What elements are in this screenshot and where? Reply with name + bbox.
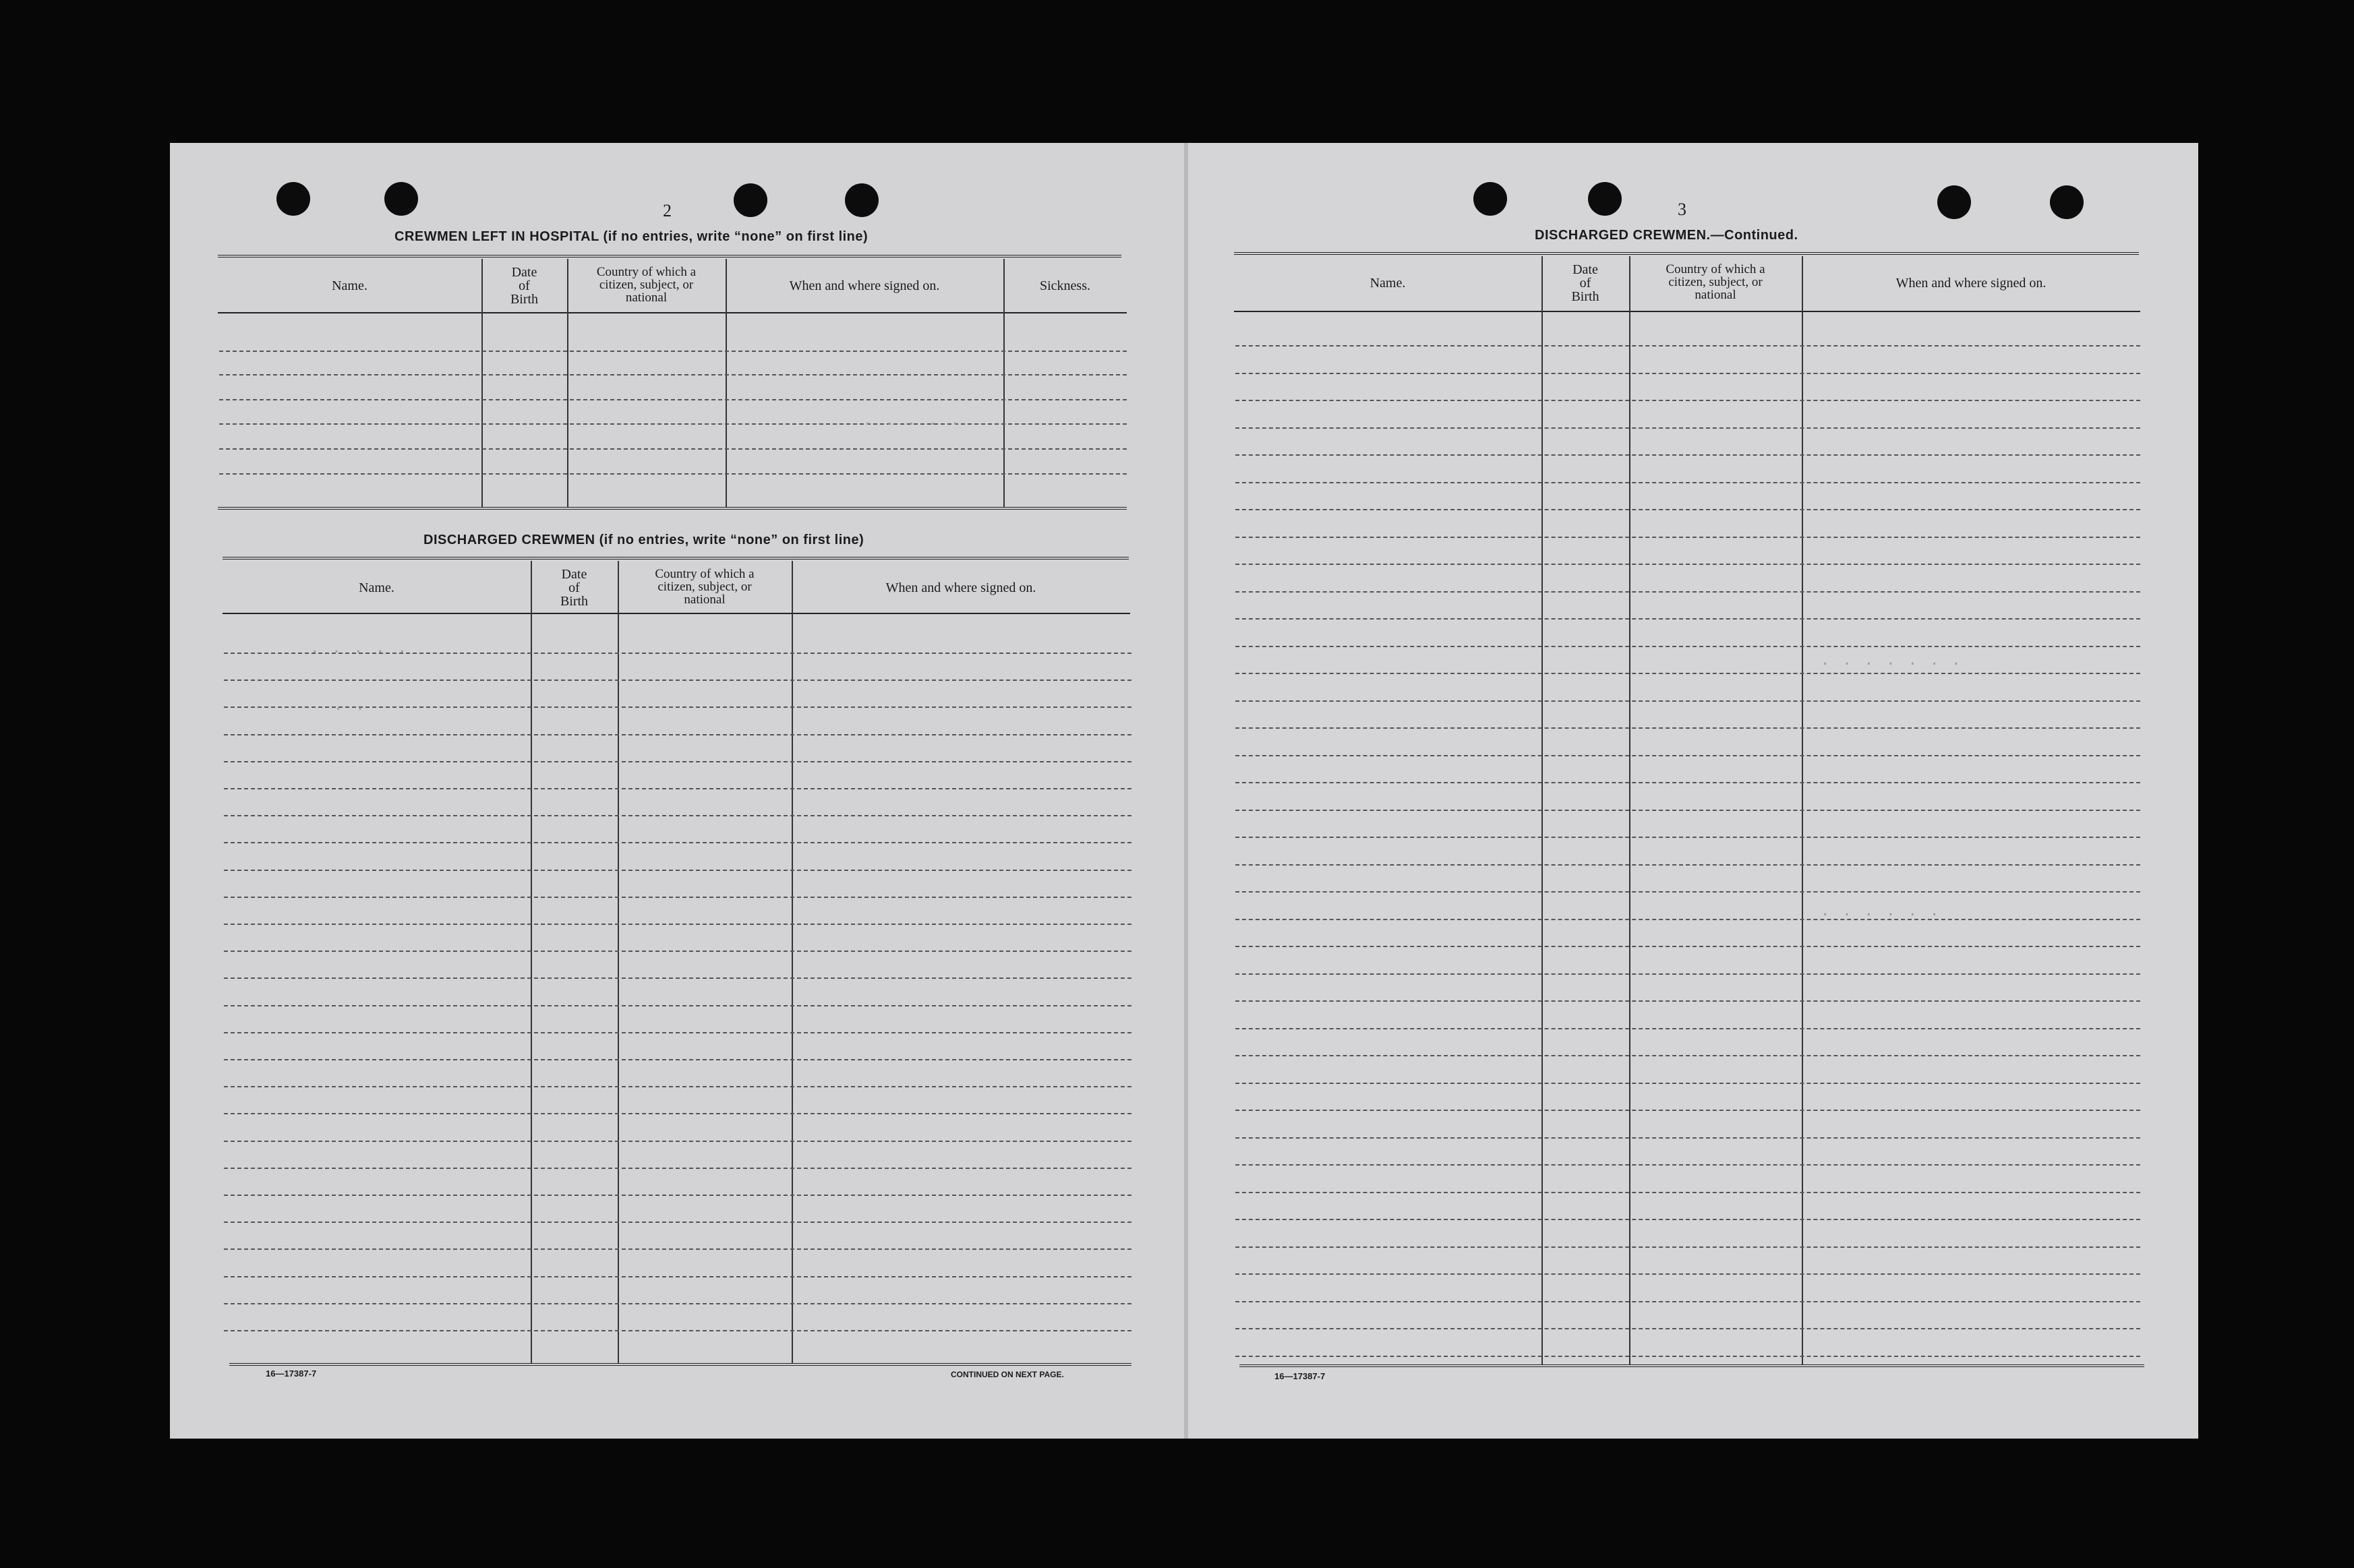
page-number-right: 3 — [1678, 200, 1686, 219]
punch-hole — [276, 182, 310, 216]
entry-line — [1235, 1083, 2140, 1084]
right-header-signed-on: When and where signed on. — [1895, 276, 2047, 291]
entry-line — [1235, 564, 2140, 565]
page-number-left: 2 — [663, 201, 672, 220]
entry-line — [1235, 755, 2140, 756]
punch-hole — [734, 183, 767, 217]
right-bottom-rule — [1239, 1364, 2144, 1367]
discharged-header-country: Country of which a citizen, subject, or national — [655, 567, 755, 607]
entry-line — [1235, 591, 2140, 593]
entry-line — [1235, 373, 2140, 374]
entry-line — [219, 399, 1127, 400]
hospital-header-signed-on: When and where signed on. — [789, 278, 940, 293]
right-title-continued: —Continued. — [1710, 228, 1798, 243]
entry-line — [224, 1222, 1131, 1223]
entry-line — [1235, 537, 2140, 538]
entry-line — [1235, 782, 2140, 783]
entry-line — [1235, 427, 2140, 429]
hospital-header-rule — [218, 312, 1127, 313]
hospital-header-country: Country of which a citizen, subject, or national — [596, 265, 697, 305]
page-fold — [1184, 143, 1188, 1439]
entry-line — [224, 842, 1131, 843]
entry-line — [224, 680, 1131, 681]
hospital-header-dob: Date of Birth — [510, 265, 539, 307]
entry-line — [1235, 891, 2140, 893]
entry-line — [1235, 1164, 2140, 1166]
right-header-rule — [1234, 311, 2140, 312]
punch-hole — [845, 183, 879, 217]
entry-line — [224, 1168, 1131, 1169]
entry-line — [224, 1195, 1131, 1196]
entry-line — [1235, 1273, 2140, 1275]
entry-line — [1235, 1356, 2140, 1357]
discharged-header-signed-on: When and where signed on. — [885, 580, 1036, 595]
discharged-title-note: (if no entries, write “none” on first line) — [599, 533, 864, 547]
entry-line — [1235, 1301, 2140, 1302]
entry-line — [224, 897, 1131, 898]
bleed-through-mark: . . . . . . . — [1821, 653, 1963, 669]
entry-line — [1235, 864, 2140, 866]
punch-hole — [1588, 182, 1622, 216]
entry-line — [224, 870, 1131, 871]
right-page — [1187, 143, 2198, 1439]
left-page — [170, 143, 1187, 1439]
entry-line — [1235, 946, 2140, 947]
entry-line — [219, 473, 1127, 475]
hospital-section-title — [394, 229, 868, 245]
punch-hole — [1937, 185, 1971, 219]
bleed-through-mark: . . . . . — [863, 413, 962, 429]
entry-line — [224, 1059, 1131, 1060]
entry-line — [1235, 673, 2140, 674]
entry-line — [1235, 919, 2140, 920]
entry-line — [1235, 646, 2140, 647]
entry-line — [1235, 1137, 2140, 1139]
entry-line — [224, 1330, 1131, 1331]
hospital-header-sickness: Sickness. — [1040, 278, 1090, 293]
entry-line — [224, 924, 1131, 925]
entry-line — [1235, 1110, 2140, 1111]
right-top-rule — [1234, 252, 2139, 255]
entry-line — [224, 1032, 1131, 1033]
punch-hole — [2050, 185, 2084, 219]
entry-line — [219, 448, 1127, 450]
continued-note: CONTINUED ON NEXT PAGE. — [951, 1370, 1064, 1379]
right-title-text: DISCHARGED CREWMEN. — [1535, 228, 1711, 243]
punch-hole — [1473, 182, 1507, 216]
entry-line — [224, 815, 1131, 816]
discharged-header-dob: Date of Birth — [560, 567, 589, 609]
entry-line — [224, 1248, 1131, 1250]
discharged-header-rule — [223, 613, 1130, 614]
entry-line — [1235, 1328, 2140, 1329]
hospital-top-rule — [218, 255, 1121, 258]
right-header-name: Name. — [1370, 276, 1406, 291]
entry-line — [1235, 618, 2140, 620]
entry-line — [224, 1113, 1131, 1114]
entry-line — [219, 374, 1127, 375]
hospital-title-text: CREWMEN LEFT IN HOSPITAL — [394, 229, 599, 244]
entry-line — [1235, 454, 2140, 456]
entry-line — [224, 1303, 1131, 1304]
form-number-right: 16—17387-7 — [1274, 1371, 1326, 1381]
entry-line — [224, 734, 1131, 735]
entry-line — [224, 1276, 1131, 1277]
entry-line — [1235, 700, 2140, 702]
hospital-bottom-rule — [218, 507, 1127, 510]
punch-hole — [384, 182, 418, 216]
entry-line — [224, 788, 1131, 789]
right-header-country: Country of which a citizen, subject, or national — [1666, 262, 1765, 302]
entry-line — [1235, 1246, 2140, 1248]
discharged-top-rule — [223, 557, 1129, 560]
entry-line — [1235, 509, 2140, 510]
hospital-title-note: (if no entries, write “none” on first line) — [603, 229, 869, 244]
entry-line — [219, 423, 1127, 425]
entry-line — [224, 1086, 1131, 1087]
entry-line — [219, 351, 1127, 352]
bleed-through-mark: . . . . . — [310, 640, 409, 657]
bleed-through-mark: . . . . . . — [1821, 903, 1941, 920]
discharged-header-name: Name. — [359, 580, 394, 595]
entry-line — [224, 1005, 1131, 1006]
entry-line — [1235, 837, 2140, 838]
entry-line — [224, 761, 1131, 762]
hospital-header-name: Name. — [332, 278, 367, 293]
entry-line — [1235, 1000, 2140, 1002]
entry-line — [1235, 1055, 2140, 1056]
entry-line — [1235, 400, 2140, 401]
right-section-title — [1535, 228, 1798, 243]
entry-line — [1235, 810, 2140, 811]
hospital-col-divider — [1003, 259, 1005, 507]
discharged-title-text: DISCHARGED CREWMEN — [423, 533, 595, 547]
right-header-dob: Date of Birth — [1571, 262, 1599, 304]
entry-line — [1235, 482, 2140, 483]
discharged-section-title — [423, 533, 864, 548]
entry-line — [224, 951, 1131, 952]
form-number-left: 16—17387-7 — [266, 1368, 317, 1379]
entry-line — [1235, 1219, 2140, 1220]
hospital-col-divider — [726, 259, 727, 507]
entry-line — [1235, 727, 2140, 729]
bleed-through-mark: . . — [334, 698, 367, 715]
discharged-col-divider — [792, 561, 793, 1363]
entry-line — [224, 977, 1131, 979]
discharged-col-divider — [618, 561, 619, 1363]
entry-line — [224, 1141, 1131, 1142]
entry-line — [1235, 973, 2140, 975]
entry-line — [1235, 1028, 2140, 1029]
discharged-col-divider — [531, 561, 532, 1363]
discharged-bottom-rule — [229, 1363, 1131, 1366]
entry-line — [1235, 1192, 2140, 1193]
entry-line — [1235, 345, 2140, 346]
